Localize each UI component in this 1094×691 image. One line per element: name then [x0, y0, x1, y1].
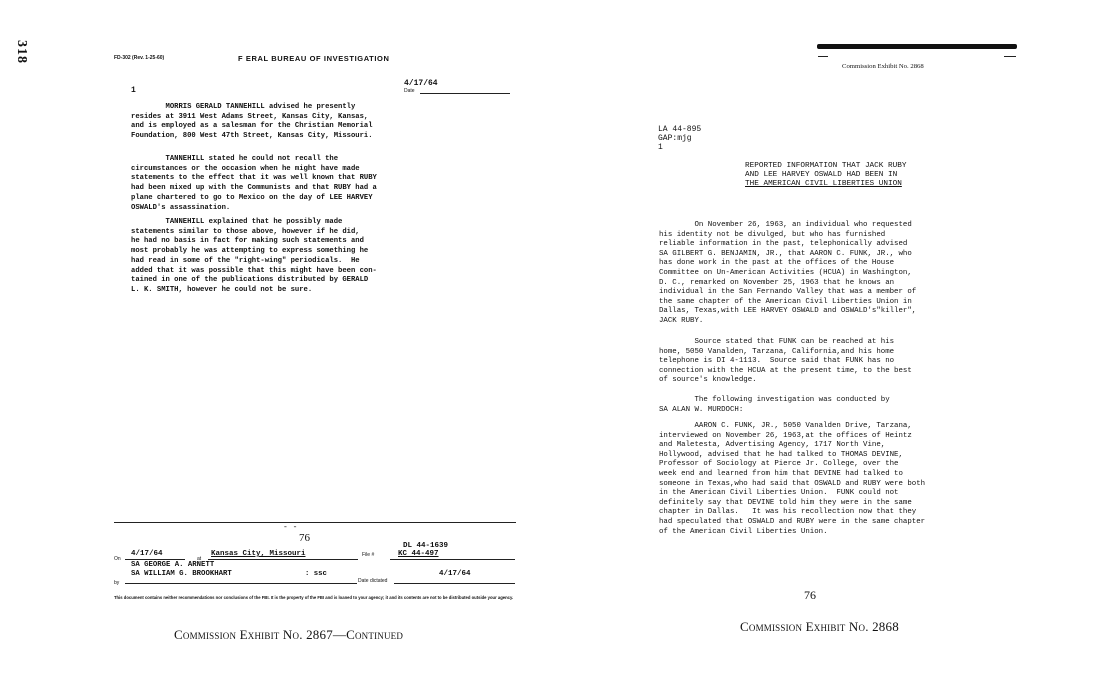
report-title-line: THE AMERICAN CIVIL LIBERTIES UNION	[745, 180, 902, 188]
on-label: On	[114, 556, 121, 562]
paragraph: MORRIS GERALD TANNEHILL advised he presently resides at 3911 West Adams Street, Kansas City, Kansas, and is employed as a salesman for the Christian Memorial Foundation, 800 West 47th Street, Kansas City, Missouri.	[131, 103, 373, 141]
footer-rule	[114, 522, 516, 523]
header-dash	[818, 56, 828, 57]
typist-initials: GAP:mjg	[658, 134, 692, 143]
interview-location: Kansas City, Missouri	[211, 550, 306, 558]
by-rule	[125, 583, 357, 584]
paragraph: TANNEHILL explained that he possibly made statements similar to those above, however if he did, he had no basis in fact for making such statements and most probably he was attempting to express something he had read in some of the "right-wing" periodicals. He added that it was possible that this might have been con- tained in one of the publications distributed by GERALD L. K. SMITH, however he could not be sure.	[131, 218, 377, 294]
date-dictated-label: Date dictated	[358, 578, 388, 584]
agent-name: SA GEORGE A. ARNETT	[131, 561, 215, 569]
footer-dash: - -	[283, 523, 298, 532]
date-rule	[125, 559, 185, 560]
page-stamp: 76	[299, 532, 310, 544]
exhibit-caption: Commission Exhibit No. 2867—Continued	[174, 627, 404, 642]
exhibit-label: Commission Exhibit No. 2868	[842, 63, 924, 70]
paragraph: TANNEHILL stated he could not recall the circumstances or the occasion when he might have made statements to the effect that it was well known that RUBY had been mixed up with the Communists and that RUBY had a plane chartered to go to Mexico on the day of LEE HARVEY OSWALD's assassination.	[131, 155, 377, 212]
margin-page-number: 318	[14, 40, 29, 64]
by-label: by	[114, 580, 120, 586]
paragraph: The following investigation was conducted by SA ALAN W. MURDOCH:	[659, 396, 890, 414]
date-dictated: 4/17/64	[439, 570, 471, 578]
file-number: LA 44-895	[658, 125, 702, 134]
typist-initials: : ssc	[305, 570, 327, 578]
page-stamp: 76	[804, 588, 816, 602]
report-date: 4/17/64	[404, 79, 438, 88]
file-number: KC 44-497	[398, 550, 439, 558]
header-bar	[817, 44, 1017, 49]
report-title-line: AND LEE HARVEY OSWALD HAD BEEN IN	[745, 171, 898, 179]
file-rule	[390, 559, 515, 560]
fbi-disclaimer: This document contains neither recommendations nor conclusions of the FBI. It is the property of the FBI and is loaned to your agency; it and its contents are not to be distributed outside your agency.	[114, 595, 514, 600]
paragraph: Source stated that FUNK can be reached at his home, 5050 Vanalden, Tarzana, California,and his home telephone is DI 4-1113. Source said that FUNK has no connection with the HCUA at the present time, to the best of source's knowledge.	[659, 338, 912, 385]
date-rule	[420, 93, 510, 94]
report-title-line: REPORTED INFORMATION THAT JACK RUBY	[745, 162, 907, 170]
interview-date: 4/17/64	[131, 550, 163, 558]
at-label: at	[197, 556, 202, 562]
agency-header: F ERAL BUREAU OF INVESTIGATION	[238, 54, 390, 63]
date-label: Date	[404, 88, 415, 94]
paragraph: AARON C. FUNK, JR., 5050 Vanalden Drive, Tarzana, interviewed on November 26, 1963,at the offices of Heintz and Maletesta, Advertising Agency, 1717 North Vine, Hollywood, advised that he had talked to THOMAS DEVINE, Professor of Sociology at Pierce Jr. College, over the week end and learned from him that DEVINE had talked to someone in Texas,who had said that OSWALD and RUBY were both in the American Civil Liberties Union. FUNK could not definitely say that DEVINE told him they were in the same chapter in Dallas. It was his recollection now that they had speculated that OSWALD and RUBY were in the same chapter of the American Civil Liberties Union.	[659, 422, 926, 536]
paragraph: On November 26, 1963, an individual who requested his identity not be divulged, but who has furnished reliable information in the past, telephonically advised SA GILBERT G. BENJAMIN, JR., that AARON C. FUNK, JR., who has done work in the past at the offices of the House Committee on Un-American Activities (HCUA) in Washington, D. C., remarked on November 25, 1963 that he knows an individual in the San Fernando Valley that was a member of the same chapter of the American Civil Liberties Union in Dallas, Texas,with LEE HARVEY OSWALD and OSWALD's"killer", JACK RUBY.	[659, 221, 917, 325]
dl-file-number: DL 44-1639	[403, 542, 449, 550]
agent-name: SA WILLIAM G. BROOKHART	[131, 570, 232, 578]
page-number: 1	[658, 143, 663, 152]
page-number: 1	[131, 86, 136, 95]
header-dash	[1004, 56, 1016, 57]
location-rule	[208, 559, 358, 560]
file-label: File #	[362, 552, 375, 558]
form-number: FD-302 (Rev. 1-25-60)	[114, 55, 165, 61]
exhibit-caption: Commission Exhibit No. 2868	[740, 619, 899, 634]
dictated-rule	[394, 583, 515, 584]
